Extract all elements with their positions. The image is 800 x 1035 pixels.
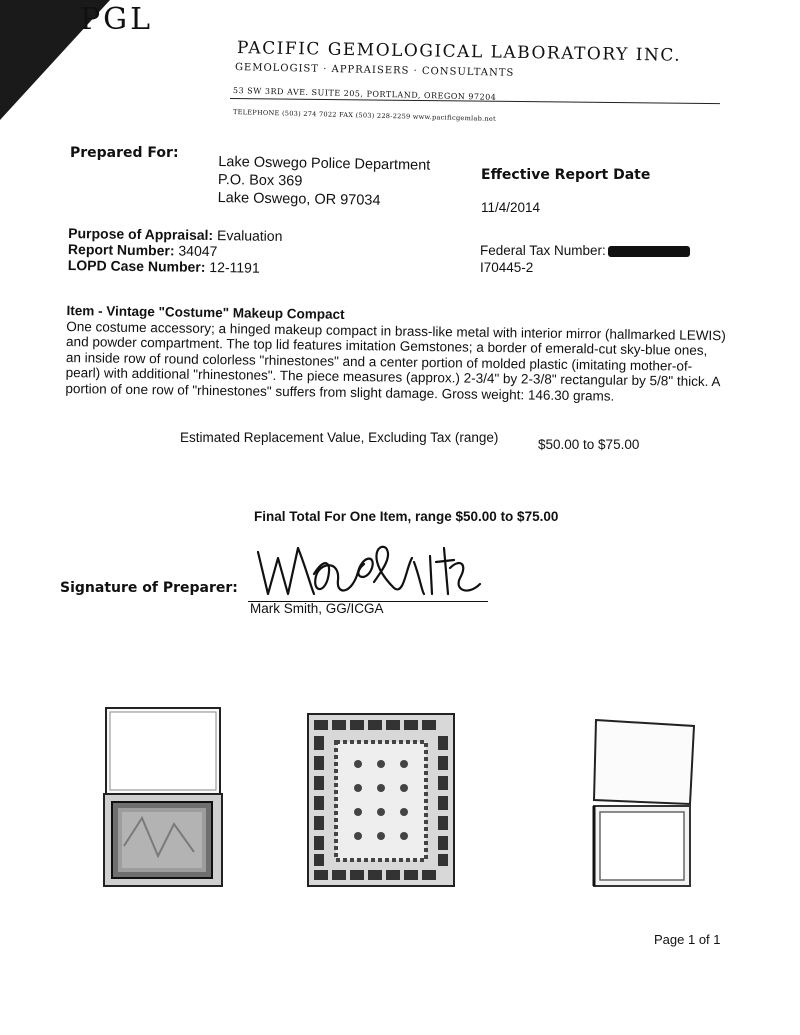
- final-total: Final Total For One Item, range $50.00 to $75.00: [254, 509, 559, 524]
- case-number-label: LOPD Case Number:: [67, 256, 206, 275]
- item-description: One costume accessory; a hinged makeup compact in brass-like metal with interior mirror (hallmarked LEWIS) and powder compartment. The top lid features imitation Gemstones; a border of emerald-cut sky-blue ones, an inside row of round colorless "rhinestones" and a center portion of molded plastic (imitating mother-of-pearl) with additional "rhinestones". The piece measures (approx.) 2-3/4" by 2-3/8" rectangular by 5/8" thick. A portion of one row of "rhinestones" suffers from slight damage. Gross weight: 146.30 grams.: [65, 318, 726, 404]
- estimate-value: $50.00 to $75.00: [538, 437, 640, 452]
- federal-tax: [480, 242, 690, 276]
- report-number-label: Report Number:: [67, 241, 175, 259]
- lab-name: PACIFIC GEMOLOGICAL LABORATORY INC.: [236, 38, 682, 66]
- estimate-label: Estimated Replacement Value, Excluding Tax (range): [180, 430, 499, 445]
- lab-phone: TELEPHONE (503) 274 7022 FAX (503) 228-2259 www.pacificgemlab.net: [232, 108, 497, 123]
- federal-tax-label: Federal Tax Number:: [480, 243, 606, 258]
- handwritten-signature: [254, 538, 484, 602]
- lab-subtitle: GEMOLOGIST · APPRAISERS · CONSULTANTS: [234, 62, 515, 79]
- page-number: Page 1 of 1: [654, 932, 721, 947]
- prepared-for-label: Prepared For:: [70, 145, 179, 161]
- redaction-mark: [608, 246, 690, 257]
- item-title: Item - Vintage "Costume" Makeup Compact: [66, 303, 345, 322]
- effective-report-date: 11/4/2014: [481, 200, 541, 215]
- effective-report-date-label: Effective Report Date: [481, 167, 651, 183]
- case-number-value: 12-1191: [209, 258, 260, 276]
- report-number-value: 34047: [178, 242, 218, 260]
- client-address: [218, 153, 431, 211]
- client-city: Lake Oswego, OR 97034: [217, 189, 381, 209]
- purpose-value: Evaluation: [216, 227, 283, 244]
- report-meta: [68, 225, 283, 276]
- compact-mirror-photo: [590, 718, 696, 888]
- purpose-label: Purpose of Appraisal:: [68, 225, 214, 244]
- item-section: [65, 303, 726, 405]
- signature-label: Signature of Preparer:: [60, 580, 238, 596]
- federal-tax-value: I70445-2: [480, 260, 534, 275]
- client-po-box: P.O. Box 369: [217, 172, 303, 190]
- pgl-logo: PGL: [80, 2, 154, 37]
- preparer-name: Mark Smith, GG/ICGA: [250, 601, 384, 616]
- compact-lid-photo: [306, 712, 456, 888]
- compact-open-photo: [102, 706, 224, 888]
- lab-address: 53 SW 3RD AVE. SUITE 205, PORTLAND, OREGON 97204: [232, 86, 497, 102]
- client-name: Lake Oswego Police Department: [218, 154, 431, 174]
